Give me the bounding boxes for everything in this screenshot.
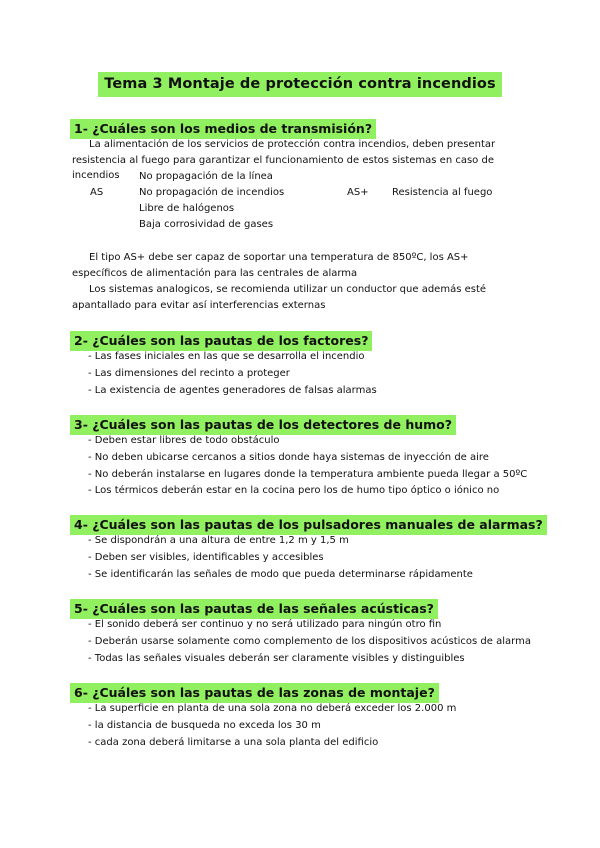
as-list-item: No propagación de incendios <box>139 187 285 198</box>
title-wrapper <box>0 72 600 97</box>
document-title: Tema 3 Montaje de protección contra incendios <box>98 72 501 97</box>
q1-paragraph-2-text: El tipo AS+ debe ser capaz de soportar una temperatura de 850ºC, los AS+ específicos de alimentación para las centrales de alarma <box>72 252 469 279</box>
list-item: - Se identificarán las señales de modo que pueda determinarse rápidamente <box>88 569 473 580</box>
question-1-heading: 1- ¿Cuáles son los medios de transmisión? <box>70 119 376 139</box>
list-item: - Las fases iniciales en las que se desarrolla el incendio <box>88 351 365 362</box>
list-item: - Todas las señales visuales deberán ser claramente visibles y distinguibles <box>88 653 465 664</box>
q1-paragraph-3-text: Los sistemas analogicos, se recomienda utilizar un conductor que además esté apantallado para evitar así interferencias externas <box>72 284 487 311</box>
as-list-item: No propagación de la línea <box>139 171 273 182</box>
as-label: AS <box>90 187 104 198</box>
question-6-heading: 6- ¿Cuáles son las pautas de las zonas de montaje? <box>70 683 439 703</box>
as-plus-description: Resistencia al fuego <box>392 187 493 198</box>
list-item: - No deberán instalarse en lugares donde la temperatura ambiente pueda llegar a 50ºC <box>88 469 528 480</box>
q1-paragraph-1-text: La alimentación de los servicios de protección contra incendios, deben presentar resistencia al fuego para garantizar el funcionamiento de estos sistemas en caso de incendios <box>72 139 496 181</box>
list-item: - Deben estar libres de todo obstáculo <box>88 435 280 446</box>
question-2-heading: 2- ¿Cuáles son las pautas de los factores? <box>70 331 372 351</box>
q1-paragraph-2 <box>72 250 522 281</box>
q1-paragraph-3 <box>72 282 522 313</box>
list-item: - Los térmicos deberán estar en la cocina pero los de humo tipo óptico o iónico no <box>88 485 500 496</box>
list-item: - La existencia de agentes generadores de falsas alarmas <box>88 385 377 396</box>
list-item: - Deberán usarse solamente como complemento de los dispositivos acústicos de alarma <box>88 636 531 647</box>
list-item: - Las dimensiones del recinto a proteger <box>88 368 290 379</box>
list-item: - No deben ubicarse cercanos a sitios donde haya sistemas de inyección de aire <box>88 452 489 463</box>
as-list-item: Baja corrosividad de gases <box>139 219 274 230</box>
question-3-heading: 3- ¿Cuáles son las pautas de los detectores de humo? <box>70 415 456 435</box>
list-item: - Deben ser visibles, identificables y accesibles <box>88 552 324 563</box>
list-item: - la distancia de busqueda no exceda los 30 m <box>88 720 321 731</box>
list-item: - El sonido deberá ser continuo y no será utilizado para ningún otro fin <box>88 619 442 630</box>
list-item: - Se dispondrán a una altura de entre 1,2 m y 1,5 m <box>88 535 349 546</box>
list-item: - La superficie en planta de una sola zona no deberá exceder los 2.000 m <box>88 703 457 714</box>
question-4-heading: 4- ¿Cuáles son las pautas de los pulsadores manuales de alarmas? <box>70 515 547 535</box>
list-item: - cada zona deberá limitarse a una sola planta del edificio <box>88 737 379 748</box>
as-list-item: Libre de halógenos <box>139 203 235 214</box>
as-plus-label: AS+ <box>347 187 369 198</box>
question-5-heading: 5- ¿Cuáles son las pautas de las señales acústicas? <box>70 599 438 619</box>
